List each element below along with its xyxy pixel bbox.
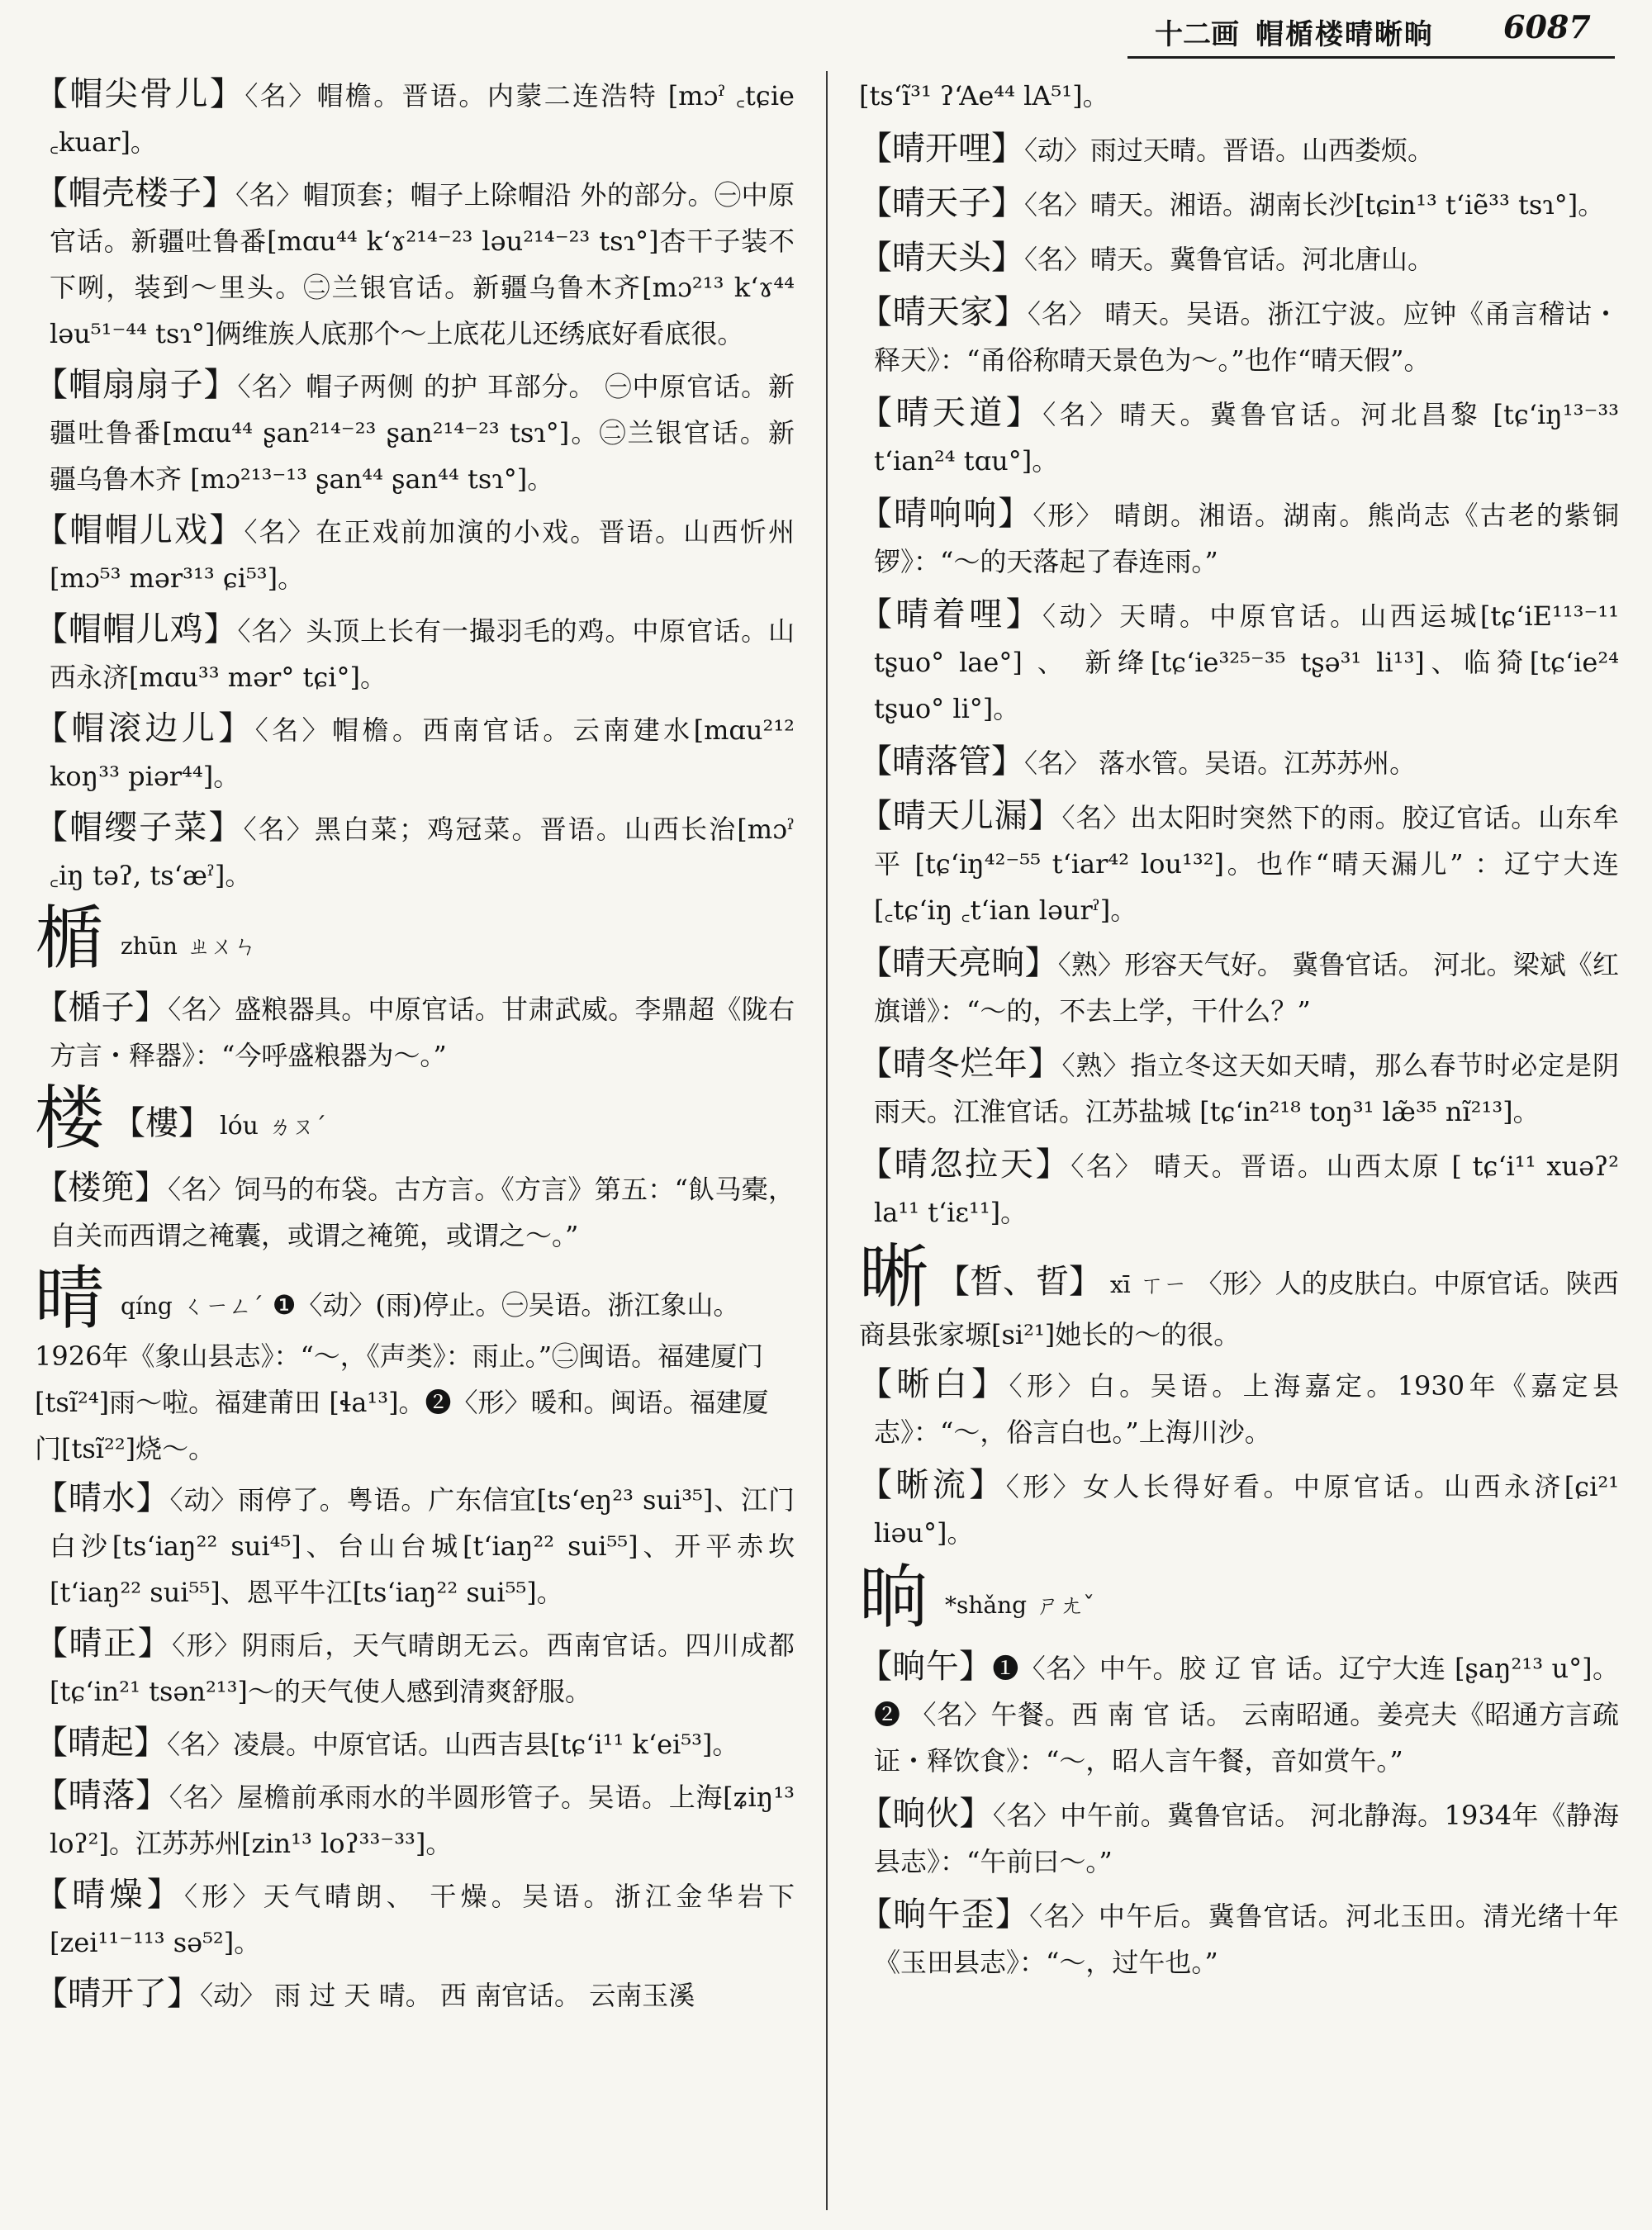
- entry-text: 〈名〉帽子两侧 的护 耳部分。 ㊀中原官话。新疆吐鲁番[mɑu⁴⁴ ʂan²¹⁴⁻²³ ʂan²¹⁴⁻²³ tsɿ°]。㊁兰银官话。新疆乌鲁木齐 [mɔ²¹³⁻¹³ ʂan⁴⁴ ʂan⁴⁴ tsɿ°]。: [50, 371, 795, 495]
- entry-headword: 【楼篼】: [35, 1169, 169, 1207]
- entry-headword: 【帽滚边儿】: [35, 709, 255, 747]
- entry-text: 〈名〉凌晨。中原官话。山西吉县[tɕ‘i¹¹ k‘ei⁵³]。: [167, 1729, 739, 1760]
- entry-headword: 【楯子】: [35, 989, 169, 1027]
- entry-text: 〈动〉天晴。中原官话。山西运城[tɕ‘iE¹¹³⁻¹¹ tʂuo° lae°] 、 新绛[tɕ‘ie³²⁵⁻³⁵ tʂə³¹ li¹³]、临猗[tɕ‘ie²⁴ tʂuo° li°]。: [874, 600, 1619, 724]
- dictionary-entry: [859, 1041, 1619, 1135]
- dictionary-entry: [859, 940, 1619, 1034]
- entry-headword: 【晴着哩】: [859, 595, 1042, 633]
- head-definition: ❶〈动〉(雨)停止。㊀吴语。浙江象山。1926年《象山县志》：“～，《声类》：雨止。”㊁闽语。福建厦门[tsĩ²⁴]雨～啦。福建莆田 [ɬa¹³]。❷〈形〉暖和。闽语。福建厦门[tsĩ²²]烧～。: [35, 1289, 769, 1464]
- dictionary-entry: [35, 1772, 795, 1867]
- entry-text: 〈形〉 晴朗。湘语。湖南。熊尚志《古老的紫铜锣》：“～的天落起了春连雨。”: [874, 500, 1619, 577]
- dictionary-entry: [859, 71, 1619, 119]
- head-bopomofo: ㄕㄤˇ: [1037, 1592, 1095, 1619]
- entry-text: 〈动〉雨停了。粤语。广东信宜[ts‘eŋ²³ sui³⁵]、江门白沙[ts‘iaŋ²² sui⁴⁵]、台山台城[t‘iaŋ²² sui⁵⁵]、开平赤坎[t‘iaŋ²² sui⁵⁵]、恩平牛江[ts‘iaŋ²² sui⁵⁵]。: [50, 1484, 795, 1608]
- head-pinyin: lóu: [220, 1112, 259, 1141]
- head-pinyin: qíng: [121, 1293, 173, 1320]
- head-character: 楼: [35, 1078, 105, 1159]
- head-bopomofo: ㄑㄧㄥˊ: [182, 1293, 263, 1320]
- entry-text: 〈名〉晴天。冀鲁官话。河北昌黎 [tɕ‘iŋ¹³⁻³³ t‘ian²⁴ tɑu°]。: [874, 399, 1619, 477]
- dictionary-entry: [859, 235, 1619, 282]
- entry-headword: 【晴冬烂年】: [859, 1045, 1062, 1083]
- entry-text: 〈名〉屋檐前承雨水的半圆形管子。吴语。上海[ʑiŋ¹³ loʔ²]。江苏苏州[zin¹³ loʔ³³⁻³³]。: [50, 1782, 795, 1859]
- dictionary-entry: [35, 362, 795, 502]
- dictionary-entry: [35, 606, 795, 700]
- dictionary-entry: [35, 170, 795, 357]
- entry-text: 〈动〉 雨 过 天 晴。 西 南官话。 云南玉溪: [200, 1980, 695, 2011]
- header-rule: [1127, 56, 1615, 59]
- entry-headword: 【晌午歪】: [859, 1896, 1030, 1933]
- head-definition: 〈形〉人的皮肤白。中原官话。陕西商县张家塬[si²¹]她长的～的很。: [859, 1268, 1619, 1350]
- entry-text: 〈名〉在正戏前加演的小戏。晋语。山西忻州[mɔ⁵³ mər³¹³ ɕi⁵³]。: [50, 516, 795, 594]
- entry-headword: 【帽缨子菜】: [35, 809, 244, 847]
- entry-text: 〈名〉头顶上长有一撮羽毛的鸡。中原官话。山西永济[mɑu³³ mər° tɕi°]。: [50, 615, 795, 693]
- dictionary-entry: [859, 289, 1619, 383]
- character-heading: [35, 898, 795, 981]
- entry-text: 〈形〉女人长得好看。中原官话。山西永济[ɕi²¹ liəu°]。: [874, 1471, 1619, 1549]
- left-column: [35, 71, 795, 2024]
- entry-headword: 【晴起】: [35, 1724, 167, 1762]
- entry-text: 〈名〉帽顶套；帽子上除帽沿 外的部分。㊀中原官话。新疆吐鲁番[mɑu⁴⁴ k‘ɤ²¹⁴⁻²³ ləu²¹⁴⁻²³ tsɿ°]杏干子装不下咧，装到～里头。㊁兰银官话。新疆乌鲁木齐[mɔ²¹³ k‘ɤ⁴⁴ ləu⁵¹⁻⁴⁴ tsɿ°]俩维族人底那个～上底花儿还绣底好看底很。: [50, 179, 795, 349]
- head-bopomofo: ㄓㄨㄣ: [187, 932, 257, 960]
- entry-text: 〈名〉 晴天。吴语。浙江宁波。应钟《甬言稽诂・释天》：“甬俗称晴天景色为～。”也作“晴天假”。: [874, 298, 1619, 376]
- dictionary-entry: [35, 1620, 795, 1715]
- column-divider: [826, 71, 828, 2210]
- entry-text: 〈名〉晴天。冀鲁官话。河北唐山。: [1024, 244, 1435, 275]
- header-section: 十二画: [1155, 18, 1239, 51]
- entry-text: 〈名〉 晴天。晋语。山西太原 [ tɕ‘i¹¹ xuəʔ² la¹¹ t‘iɛ¹¹]。: [874, 1151, 1619, 1228]
- entry-text: ❶〈名〉中午。胶 辽 官 话。辽宁大连 [ʂaŋ²¹³ u°]。❷ 〈名〉午餐。西 南 官 话。 云南昭通。姜亮夫《昭通方言疏证・释饮食》：“～，昭人言午餐，音如赏午。”: [874, 1653, 1619, 1777]
- dictionary-entry: [35, 985, 795, 1079]
- head-bopomofo: ㄌㄡˊ: [268, 1113, 327, 1140]
- head-pinyin: *shǎng: [945, 1592, 1028, 1619]
- entry-headword: 【晴天道】: [859, 394, 1043, 432]
- dictionary-entry: [859, 1791, 1619, 1885]
- entry-text: 〈形〉阴雨后，天气晴朗无云。西南官话。四川成都[tɕ‘in²¹ tsən²¹³]～的天气使人感到清爽舒服。: [50, 1630, 795, 1707]
- entry-text: 〈名〉晴天。湘语。湖南长沙[tɕin¹³ t‘iẽ³³ tsɿ°]。: [1024, 189, 1605, 221]
- entry-headword: 【帽帽儿戏】: [35, 511, 244, 549]
- entry-headword: 【帽扇扇子】: [35, 366, 238, 404]
- dictionary-entry: [859, 1361, 1619, 1455]
- entry-text: 〈名〉帽檐。西南官话。云南建水[mɑu²¹² koŋ³³ piər⁴⁴]。: [50, 714, 795, 792]
- character-heading: [35, 1078, 795, 1161]
- entry-headword: 【晴正】: [35, 1625, 173, 1663]
- dictionary-entry: [859, 1141, 1619, 1236]
- head-variant: 【樓】: [112, 1104, 212, 1142]
- entry-text: 〈动〉雨过天晴。晋语。山西娄烦。: [1024, 135, 1435, 166]
- right-column: [859, 71, 1619, 1992]
- entry-text: 〈形〉天气晴朗、 干燥。吴语。浙江金华岩下[zei¹¹⁻¹¹³ sə⁵²]。: [50, 1881, 795, 1958]
- character-heading: [859, 1236, 1619, 1358]
- entry-text: 〈名〉 落水管。吴语。江苏苏州。: [1024, 747, 1417, 779]
- entry-headword: 【晴天儿漏】: [859, 797, 1062, 835]
- entry-text: 〈熟〉指立冬这天如天晴，那么春节时必定是阴雨天。江淮官话。江苏盐城 [tɕ‘in²¹⁸ toŋ³¹ læ̃³⁵ nĩ²¹³]。: [874, 1050, 1619, 1127]
- entry-headword: 【晌伙】: [859, 1795, 993, 1833]
- dictionary-entry: [859, 126, 1619, 173]
- entry-text: 〈名〉盛粮器具。中原官话。甘肃武威。李鼎超《陇右方言・释器》：“今呼盛粮器为～。”: [50, 994, 795, 1071]
- entry-headword: 【晰白】: [859, 1365, 1009, 1403]
- entry-headword: 【晴忽拉天】: [859, 1146, 1071, 1184]
- character-heading: [35, 1258, 795, 1472]
- dictionary-entry: [859, 738, 1619, 786]
- dictionary-entry: [35, 1475, 795, 1616]
- dictionary-entry: [859, 180, 1619, 228]
- entry-headword: 【晴天子】: [859, 184, 1024, 222]
- entry-headword: 【晴开哩】: [859, 130, 1024, 168]
- entry-text: 〈熟〉形容天气好。 冀鲁官话。 河北。梁斌《红旗谱》：“～的，不去上学，干什么？”: [874, 949, 1619, 1027]
- dictionary-entry: [859, 1462, 1619, 1556]
- dictionary-entry: [859, 793, 1619, 933]
- entry-headword: 【晴水】: [35, 1479, 170, 1517]
- dictionary-entry: [35, 804, 795, 899]
- entry-headword: 【帽壳楼子】: [35, 174, 236, 212]
- head-character: 晰: [859, 1236, 929, 1317]
- page-header: [0, 0, 1652, 58]
- entry-headword: 【晴开了】: [35, 1975, 200, 2013]
- entry-headword: 【晴落】: [35, 1777, 169, 1815]
- head-character: 晴: [35, 1258, 105, 1339]
- entry-headword: 【晌午】: [859, 1648, 993, 1686]
- dictionary-entry: [35, 1971, 795, 2019]
- entry-headword: 【晴天家】: [859, 293, 1028, 331]
- entry-text: 〈名〉帽檐。晋语。内蒙二连浩特 [mɔˀ ꜀tɕie ꜀kuar]。: [50, 80, 795, 158]
- dictionary-entry: [859, 390, 1619, 484]
- entry-text: 〈名〉中午后。冀鲁官话。河北玉田。清光绪十年《玉田县志》：“～，过午也。”: [874, 1900, 1619, 1978]
- dictionary-entry: [35, 1165, 795, 1259]
- head-character: 晌: [859, 1557, 929, 1638]
- entry-text: 〈形〉白。吴语。上海嘉定。1930年《嘉定县志》：“～，俗言白也。”上海川沙。: [874, 1370, 1619, 1448]
- entry-headword: 【晴落管】: [859, 743, 1024, 780]
- entry-text: 〈名〉出太阳时突然下的雨。胶辽官话。山东牟平 [tɕ‘iŋ⁴²⁻⁵⁵ t‘iar⁴² lou¹³²]。也作“晴天漏儿” ：辽宁大连 [꜀tɕ‘iŋ ꜀t‘ian ləurˀ]。: [874, 802, 1619, 926]
- entry-headword: 【晴天亮晌】: [859, 944, 1058, 982]
- entry-text: 〈名〉黑白菜；鸡冠菜。晋语。山西长治[mɔˀ ꜀iŋ təʔ, ts‘æˀ]。: [50, 814, 795, 891]
- entry-text: 〈名〉中午前。冀鲁官话。 河北静海。1934年《静海县志》：“午前曰～。”: [874, 1800, 1619, 1877]
- head-character: 楯: [35, 898, 105, 979]
- dictionary-entry: [859, 491, 1619, 585]
- head-variant: 【晳、晢】: [937, 1263, 1103, 1301]
- dictionary-entry: [35, 705, 795, 799]
- dictionary-entry: [859, 1644, 1619, 1784]
- entry-headword: 【晴天头】: [859, 239, 1024, 277]
- page-number: 6087: [1503, 8, 1591, 45]
- entry-headword: 【晰流】: [859, 1466, 1006, 1504]
- head-bopomofo: ㄒㄧ: [1140, 1271, 1187, 1298]
- dictionary-entry: [35, 1872, 795, 1966]
- entry-headword: 【晴响响】: [859, 495, 1033, 533]
- head-pinyin: xī: [1110, 1271, 1131, 1298]
- dictionary-entry: [35, 507, 795, 601]
- entry-text: 〈名〉饲马的布袋。古方言。《方言》第五：“飤马橐，自关而西谓之裺囊，或谓之裺篼，或谓之～。”: [50, 1174, 795, 1251]
- entry-headword: 【帽尖骨儿】: [35, 75, 245, 113]
- entry-headword: 【帽帽儿鸡】: [35, 610, 238, 648]
- head-pinyin: zhūn: [121, 932, 178, 960]
- dictionary-entry: [35, 71, 795, 165]
- character-heading: [859, 1557, 1619, 1640]
- header-characters: 帽楯楼晴晰晌: [1256, 18, 1434, 51]
- dictionary-entry: [859, 591, 1619, 732]
- dictionary-entry: [35, 1720, 795, 1767]
- dictionary-entry: [859, 1891, 1619, 1986]
- entry-text: [ts‘ĩ³¹ ʔ‘Ae⁴⁴ lA⁵¹]。: [859, 80, 1109, 112]
- entry-headword: 【晴燥】: [35, 1876, 184, 1914]
